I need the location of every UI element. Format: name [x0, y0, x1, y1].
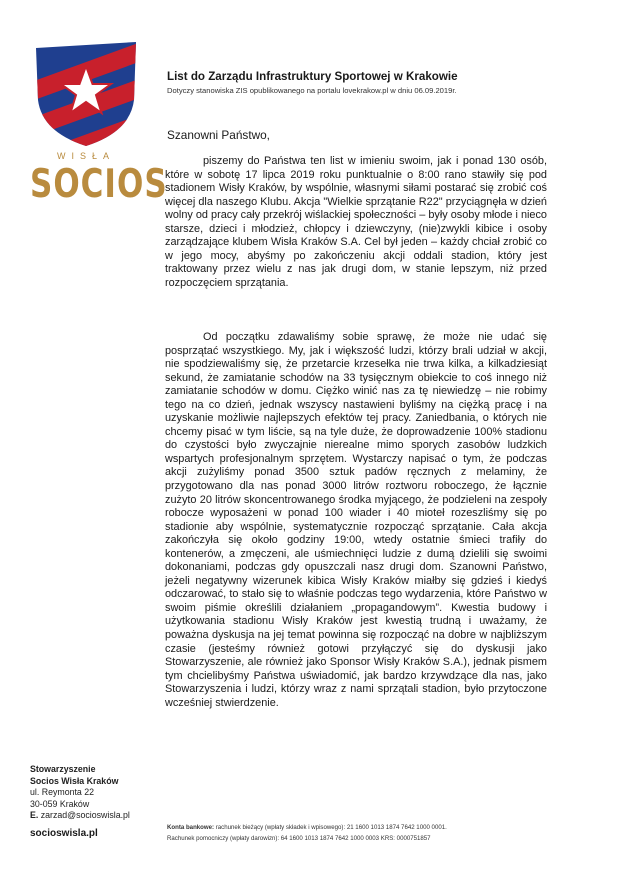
- org-email-row: [30, 810, 130, 822]
- shield-star-icon: [30, 40, 142, 148]
- brand-wisla-label: WISŁA: [56, 151, 115, 161]
- paragraph-2-text: Od początku zdawaliśmy sobie sprawę, że może nie udać się posprzątać wszystkiego. My, jak i większość ludzi, którzy brali udział w akcji, nie spodziewaliśmy się, że przetarcie krzesełka nie trwa kilka, a kilkadziesiąt sekund, że zamiatanie schodów na 33 tysięcznym obiekcie to coś innego niż zamiatanie schodów w domu. Ciężko winić nas za tę niewiedzę – nie robimy tego na co dzień, jednak wszyscy nastawieni byliśmy na ciężką pracę i na uzyskanie możliwie najlepszych efektów tej pracy. Zaniedbania, o których nie chcemy pisać w tym liście, są na tyle duże, że doprowadzenie 100% stadionu do czystości było zwyczajnie nierealne mimo sporych zasobów ludzkich wspartych profesjonalnym sprzętem. Wystarczy napisać o tym, że podczas akcji zużyliśmy ponad 3500 sztuk padów ręcznych z melaminy, że przygotowano dla nas ponad 3000 litrów roztworu roboczego, że łącznie zużyto 20 litrów skoncentrowanego środka myjącego, że podzieleni na zespoły robocze wyposażeni w ponad 100 wiader i 40 mioteł rozeszliśmy się po stadionie aby wspólnie, systematycznie rozpocząć sprzątanie. Cała akcja zakończyła się około godziny 19:00, wtedy ostatnie śmieci trafiły do kontenerów, a zmęczeni, ale uśmiechnięci ludzie z dumą dzielili się swoimi dokonaniami, podczas gdy opuszczali nasz drugi dom. Szanowni Państwo, jeżeli negatywny wizerunek kibica Wisły Kraków miałby się gdzieś i kiedyś odczarować, to stało się to właśnie podczas tego wydarzenia, które Państwo w swoim piśmie określili działaniem „propagandowym”. Kwestia budowy i użytkowania stadionu Wisły Kraków jest kwestią trudną i uważamy, że poważna dyskusja na jej temat powinna się rozpocząć na dobre w najbliższym czasie (jesteśmy również gotowi przyłączyć się do dyskusji jako Stowarzyszenie, ale również jako Sponsor Wisły Kraków S.A.), jednak pismem tym chcielibyśmy Państwa uświadomić, jak bardzo krzywdzące dla nas, jako Stowarzyszenia i ludzi, którzy wraz z nami sprzątali stadion, było przytoczone wcześniej stwierdzenie.: [165, 331, 547, 709]
- bank-account-2: Rachunek pomocniczy (wpłaty darowizn): 64 1600 1013 1874 7642 1000 0003 KRS: 0000751857: [167, 835, 431, 842]
- email-label: E.: [30, 810, 39, 821]
- website-link[interactable]: socioswisla.pl: [30, 828, 98, 839]
- paragraph-1-text: piszemy do Państwa ten list w imieniu swoim, jak i ponad 130 osób, które w sobotę 17 lipca 2019 roku punktualnie o 8:00 rano stawiły się pod stadionem Wisły Kraków, by wspólnie, własnymi siłami postarać się zrobić coś więcej dla naszego Klubu. Akcja "Wielkie sprzątanie R22" przyciągnęła w dzień wolny od pracy cały przekrój wiślackiej społeczności – były osoby młode i nieco starsze, dzieci i młodzież, chłopcy i dziewczyny, (nie)zwykli kibice i osoby zarządzające klubem Wisła Kraków S.A. Cel był jeden – każdy chciał zrobić co w jego mocy, abyśmy po zakończeniu akcji oddali stadion, który jest traktowany przez wielu z nas jak drugi dom, w stanie lepszym, niż przed rozpoczęciem sprzątania.: [165, 155, 547, 289]
- organization-address: [30, 764, 130, 822]
- socios-logo: [30, 40, 142, 148]
- bank-label: Konta bankowe:: [167, 824, 215, 831]
- letter-paragraph-1: [165, 155, 547, 290]
- org-line-1: Stowarzyszenie: [30, 764, 96, 774]
- letter-title: List do Zarządu Infrastruktury Sportowej w Krakowie: [167, 70, 458, 83]
- brand-socios-label: SOCIOS: [30, 162, 168, 207]
- letter-paragraph-2: [165, 331, 547, 710]
- org-email[interactable]: zarzad@socioswisla.pl: [40, 810, 130, 821]
- bank-account-1: rachunek bieżący (wpłaty składek i wpisowego): 21 1600 1013 1874 7642 1000 0001.: [215, 824, 447, 831]
- letter-subtitle: Dotyczy stanowiska ZIS opublikowanego na portalu lovekrakow.pl w dniu 06.09.2019r.: [167, 86, 457, 95]
- org-line-2: Socios Wisła Kraków: [30, 775, 119, 786]
- org-city: 30-059 Kraków: [30, 798, 90, 809]
- letter-greeting: Szanowni Państwo,: [167, 128, 270, 142]
- bank-accounts: [167, 822, 447, 844]
- bank-line-1: [167, 822, 447, 833]
- org-street: ul. Reymonta 22: [30, 787, 95, 798]
